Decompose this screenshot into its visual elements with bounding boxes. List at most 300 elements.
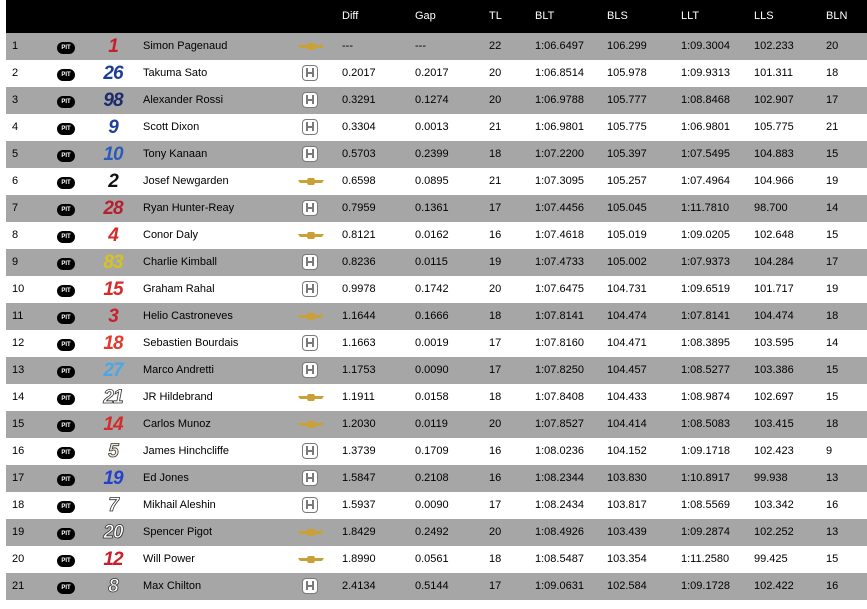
- tl-cell: 16: [489, 229, 502, 241]
- gap-cell: 0.2108: [415, 472, 449, 484]
- position-cell: 13: [12, 364, 25, 376]
- llt-cell: 1:09.0205: [681, 229, 730, 241]
- table-row[interactable]: [6, 276, 867, 303]
- lls-cell: 103.386: [754, 364, 794, 376]
- pit-badge-icon: PIT: [57, 177, 75, 189]
- bln-cell: 16: [826, 580, 839, 592]
- car-number: 10: [103, 144, 123, 165]
- position-cell: 6: [12, 175, 19, 187]
- pit-badge-icon: PIT: [57, 528, 75, 540]
- car-number: 14: [103, 414, 123, 435]
- llt-cell: 1:08.3895: [681, 337, 730, 349]
- position-cell: 21: [12, 580, 25, 592]
- car-number: 3: [108, 306, 118, 327]
- driver-name[interactable]: Ed Jones: [143, 472, 189, 484]
- timing-scoreboard: [6, 0, 867, 600]
- bls-cell: 104.457: [607, 364, 647, 376]
- llt-cell: 1:09.6519: [681, 283, 730, 295]
- pit-badge-icon: PIT: [57, 447, 75, 459]
- car-number: 28: [103, 198, 123, 219]
- gap-cell: 0.0158: [415, 391, 449, 403]
- llt-cell: 1:09.1718: [681, 445, 730, 457]
- driver-name[interactable]: Takuma Sato: [143, 67, 208, 79]
- car-number: 5: [108, 441, 118, 462]
- llt-cell: 1:07.5495: [681, 148, 730, 160]
- honda-logo: [302, 578, 318, 594]
- header-bln[interactable]: BLN: [826, 10, 848, 22]
- diff-cell: 0.7959: [342, 202, 376, 214]
- driver-name[interactable]: Scott Dixon: [143, 121, 200, 133]
- gap-cell: 0.0895: [415, 175, 449, 187]
- table-row[interactable]: [6, 465, 867, 492]
- position-cell: 19: [12, 526, 25, 538]
- tl-cell: 21: [489, 175, 502, 187]
- lls-cell: 103.595: [754, 337, 794, 349]
- llt-cell: 1:08.5277: [681, 364, 730, 376]
- position-cell: 18: [12, 499, 25, 511]
- lls-cell: 99.425: [754, 553, 788, 565]
- diff-cell: 1.5847: [342, 472, 376, 484]
- blt-cell: 1:07.8160: [535, 337, 584, 349]
- gap-cell: 0.0162: [415, 229, 449, 241]
- table-row[interactable]: [6, 357, 867, 384]
- llt-cell: 1:08.5083: [681, 418, 730, 430]
- honda-icon: [296, 470, 326, 487]
- gap-cell: 0.0090: [415, 364, 449, 376]
- lls-cell: 101.311: [754, 67, 793, 79]
- bls-cell: 104.152: [607, 445, 647, 457]
- bln-cell: 15: [826, 391, 839, 403]
- llt-cell: 1:09.9313: [681, 67, 730, 79]
- bls-cell: 105.002: [607, 256, 647, 268]
- table-row[interactable]: [6, 303, 867, 330]
- diff-cell: 0.9978: [342, 283, 376, 295]
- gap-cell: 0.1361: [415, 202, 449, 214]
- pit-status: [57, 337, 75, 351]
- pit-badge-icon: PIT: [57, 204, 75, 216]
- lls-cell: 98.700: [754, 202, 788, 214]
- diff-cell: 1.8429: [342, 526, 376, 538]
- pit-status: [57, 94, 75, 108]
- gap-cell: 0.1666: [415, 310, 449, 322]
- bls-cell: 105.019: [607, 229, 647, 241]
- honda-icon: [296, 578, 326, 595]
- car-number: 21: [103, 387, 123, 408]
- blt-cell: 1:08.4926: [535, 526, 584, 538]
- driver-name[interactable]: JR Hildebrand: [143, 391, 213, 403]
- car-number: 83: [103, 252, 123, 273]
- diff-cell: 1.3739: [342, 445, 376, 457]
- blt-cell: 1:07.8408: [535, 391, 584, 403]
- tl-cell: 19: [489, 256, 502, 268]
- bln-cell: 20: [826, 40, 839, 52]
- table-row[interactable]: [6, 330, 867, 357]
- bln-cell: 19: [826, 175, 839, 187]
- lls-cell: 102.422: [754, 580, 794, 592]
- tl-cell: 20: [489, 526, 502, 538]
- diff-cell: 0.3291: [342, 94, 376, 106]
- car-number: 2: [108, 171, 118, 192]
- driver-name[interactable]: Graham Rahal: [143, 283, 215, 295]
- tl-cell: 17: [489, 499, 502, 511]
- lls-cell: 104.966: [754, 175, 794, 187]
- pit-status: [57, 310, 75, 324]
- bls-cell: 105.397: [607, 148, 647, 160]
- table-row[interactable]: [6, 60, 867, 87]
- llt-cell: 1:07.9373: [681, 256, 730, 268]
- bls-cell: 106.299: [607, 40, 647, 52]
- position-cell: 3: [12, 94, 19, 106]
- pit-status: [57, 418, 75, 432]
- pit-status: [57, 148, 75, 162]
- driver-name[interactable]: Tony Kanaan: [143, 148, 208, 160]
- pit-status: [57, 67, 75, 81]
- honda-icon: [296, 119, 326, 136]
- pit-badge-icon: PIT: [57, 393, 75, 405]
- diff-cell: 1.5937: [342, 499, 376, 511]
- honda-logo: [302, 362, 318, 378]
- car-number: 19: [103, 468, 123, 489]
- llt-cell: 1:08.5569: [681, 499, 730, 511]
- position-cell: 17: [12, 472, 25, 484]
- blt-cell: 1:08.2434: [535, 499, 584, 511]
- gap-cell: 0.1274: [415, 94, 449, 106]
- honda-icon: [296, 362, 326, 379]
- honda-logo: [302, 281, 318, 297]
- tl-cell: 20: [489, 283, 502, 295]
- pit-badge-icon: PIT: [57, 555, 75, 567]
- chevrolet-icon: [296, 551, 326, 568]
- driver-name[interactable]: Will Power: [143, 553, 195, 565]
- standings-list: [6, 33, 867, 600]
- diff-cell: 1.8990: [342, 553, 376, 565]
- car-number: 12: [103, 549, 123, 570]
- diff-cell: 2.4134: [342, 580, 376, 592]
- bls-cell: 104.471: [607, 337, 647, 349]
- pit-status: [57, 202, 75, 216]
- table-row[interactable]: [6, 168, 867, 195]
- driver-name[interactable]: Simon Pagenaud: [143, 40, 228, 52]
- honda-icon: [296, 92, 326, 109]
- diff-cell: 1.1644: [342, 310, 376, 322]
- lls-cell: 102.697: [754, 391, 794, 403]
- gap-cell: 0.1709: [415, 445, 449, 457]
- bls-cell: 103.817: [607, 499, 647, 511]
- bln-cell: 18: [826, 418, 839, 430]
- table-row[interactable]: [6, 33, 867, 60]
- pit-badge-icon: PIT: [57, 258, 75, 270]
- table-row[interactable]: [6, 141, 867, 168]
- tl-cell: 21: [489, 121, 502, 133]
- honda-logo: [302, 92, 318, 108]
- car-number: 98: [103, 90, 123, 111]
- pit-badge-icon: PIT: [57, 69, 75, 81]
- tl-cell: 22: [489, 40, 502, 52]
- chevrolet-bowtie: [298, 178, 324, 185]
- pit-badge-icon: PIT: [57, 582, 75, 594]
- position-cell: 8: [12, 229, 19, 241]
- driver-name[interactable]: Marco Andretti: [143, 364, 214, 376]
- llt-cell: 1:06.9801: [681, 121, 730, 133]
- chevrolet-icon: [296, 389, 326, 406]
- position-cell: 10: [12, 283, 25, 295]
- tl-cell: 20: [489, 418, 502, 430]
- blt-cell: 1:08.0236: [535, 445, 584, 457]
- bln-cell: 13: [826, 472, 839, 484]
- driver-name[interactable]: Helio Castroneves: [143, 310, 233, 322]
- tl-cell: 16: [489, 472, 502, 484]
- bln-cell: 15: [826, 229, 839, 241]
- llt-cell: 1:11.2580: [681, 553, 730, 565]
- honda-logo: [302, 443, 318, 459]
- llt-cell: 1:09.2874: [681, 526, 730, 538]
- pit-badge-icon: PIT: [57, 96, 75, 108]
- tl-cell: 18: [489, 553, 502, 565]
- position-cell: 7: [12, 202, 19, 214]
- bls-cell: 105.257: [607, 175, 647, 187]
- blt-cell: 1:07.8527: [535, 418, 584, 430]
- bls-cell: 102.584: [607, 580, 647, 592]
- header-bls[interactable]: BLS: [607, 10, 628, 22]
- header-gap[interactable]: Gap: [415, 10, 436, 22]
- honda-logo: [302, 146, 318, 162]
- car-number: 18: [103, 333, 123, 354]
- honda-logo: [302, 200, 318, 216]
- driver-name[interactable]: Spencer Pigot: [143, 526, 213, 538]
- position-cell: 4: [12, 121, 19, 133]
- position-cell: 2: [12, 67, 19, 79]
- honda-logo: [302, 497, 318, 513]
- driver-name[interactable]: Alexander Rossi: [143, 94, 224, 106]
- gap-cell: 0.0119: [415, 418, 448, 430]
- llt-cell: 1:09.1728: [681, 580, 730, 592]
- position-cell: 9: [12, 256, 19, 268]
- chevrolet-icon: [296, 308, 326, 325]
- diff-cell: 0.3304: [342, 121, 376, 133]
- lls-cell: 104.284: [754, 256, 794, 268]
- table-row[interactable]: [6, 114, 867, 141]
- bls-cell: 104.433: [607, 391, 647, 403]
- pit-badge-icon: PIT: [57, 366, 75, 378]
- pit-status: [57, 580, 75, 594]
- driver-name[interactable]: Conor Daly: [143, 229, 199, 241]
- table-row[interactable]: [6, 519, 867, 546]
- position-cell: 12: [12, 337, 25, 349]
- tl-cell: 18: [489, 148, 502, 160]
- pit-status: [57, 283, 75, 297]
- pit-badge-icon: PIT: [57, 42, 75, 54]
- chevrolet-bowtie: [298, 556, 324, 563]
- pit-badge-icon: PIT: [57, 312, 75, 324]
- pit-status: [57, 445, 75, 459]
- gap-cell: ---: [415, 40, 426, 52]
- pit-status: [57, 526, 75, 540]
- tl-cell: 16: [489, 445, 502, 457]
- car-number: 1: [108, 36, 118, 57]
- blt-cell: 1:06.6497: [535, 40, 584, 52]
- tl-cell: 17: [489, 202, 502, 214]
- honda-logo: [302, 119, 318, 135]
- driver-name[interactable]: Josef Newgarden: [143, 175, 229, 187]
- table-row[interactable]: [6, 195, 867, 222]
- pit-badge-icon: PIT: [57, 420, 75, 432]
- car-number: 20: [103, 522, 123, 543]
- chevrolet-icon: [296, 524, 326, 541]
- pit-status: [57, 472, 75, 486]
- table-row[interactable]: [6, 222, 867, 249]
- header-llt[interactable]: LLT: [681, 10, 700, 22]
- blt-cell: 1:07.8250: [535, 364, 584, 376]
- bln-cell: 19: [826, 283, 839, 295]
- lls-cell: 104.883: [754, 148, 794, 160]
- bln-cell: 15: [826, 364, 839, 376]
- honda-logo: [302, 254, 318, 270]
- header-diff[interactable]: Diff: [342, 10, 359, 22]
- driver-name[interactable]: Ryan Hunter-Reay: [143, 202, 235, 214]
- blt-cell: 1:07.6475: [535, 283, 584, 295]
- chevrolet-bowtie: [298, 232, 324, 239]
- honda-logo: [302, 335, 318, 351]
- car-number: 8: [108, 576, 118, 597]
- driver-name[interactable]: Sebastien Bourdais: [143, 337, 239, 349]
- bln-cell: 9: [826, 445, 833, 457]
- llt-cell: 1:08.9874: [681, 391, 730, 403]
- bls-cell: 105.777: [607, 94, 647, 106]
- chevrolet-bowtie: [298, 313, 324, 320]
- lls-cell: 102.423: [754, 445, 794, 457]
- honda-icon: [296, 281, 326, 298]
- honda-icon: [296, 254, 326, 271]
- position-cell: 16: [12, 445, 25, 457]
- blt-cell: 1:08.5487: [535, 553, 584, 565]
- position-cell: 20: [12, 553, 25, 565]
- bls-cell: 105.978: [607, 67, 647, 79]
- lls-cell: 105.775: [754, 121, 794, 133]
- diff-cell: 1.1911: [342, 391, 375, 403]
- bls-cell: 104.731: [607, 283, 647, 295]
- pit-badge-icon: PIT: [57, 123, 75, 135]
- table-row[interactable]: [6, 249, 867, 276]
- chevrolet-bowtie: [298, 421, 324, 428]
- honda-logo: [302, 65, 318, 81]
- blt-cell: 1:07.8141: [535, 310, 584, 322]
- diff-cell: 1.1753: [342, 364, 376, 376]
- gap-cell: 0.0019: [415, 337, 449, 349]
- bls-cell: 105.045: [607, 202, 647, 214]
- lls-cell: 103.342: [754, 499, 794, 511]
- honda-icon: [296, 443, 326, 460]
- bls-cell: 103.830: [607, 472, 647, 484]
- bln-cell: 14: [826, 202, 839, 214]
- diff-cell: 1.2030: [342, 418, 376, 430]
- table-row[interactable]: [6, 384, 867, 411]
- pit-badge-icon: PIT: [57, 150, 75, 162]
- honda-icon: [296, 146, 326, 163]
- bls-cell: 103.354: [607, 553, 647, 565]
- table-row[interactable]: [6, 546, 867, 573]
- position-cell: 5: [12, 148, 19, 160]
- gap-cell: 0.0115: [415, 256, 448, 268]
- driver-name[interactable]: James Hinchcliffe: [143, 445, 229, 457]
- pit-status: [57, 229, 75, 243]
- table-row[interactable]: [6, 411, 867, 438]
- driver-name[interactable]: Carlos Munoz: [143, 418, 211, 430]
- lls-cell: 102.252: [754, 526, 794, 538]
- tl-cell: 18: [489, 310, 502, 322]
- tl-cell: 20: [489, 67, 502, 79]
- pit-badge-icon: PIT: [57, 339, 75, 351]
- chevrolet-icon: [296, 173, 326, 190]
- lls-cell: 102.907: [754, 94, 794, 106]
- driver-name[interactable]: Charlie Kimball: [143, 256, 217, 268]
- chevrolet-bowtie: [298, 394, 324, 401]
- diff-cell: 0.2017: [342, 67, 376, 79]
- pit-badge-icon: PIT: [57, 501, 75, 513]
- position-cell: 11: [12, 310, 24, 322]
- car-number: 7: [108, 495, 118, 516]
- lls-cell: 102.648: [754, 229, 794, 241]
- bls-cell: 105.775: [607, 121, 647, 133]
- gap-cell: 0.0090: [415, 499, 449, 511]
- table-row[interactable]: [6, 87, 867, 114]
- pit-status: [57, 175, 75, 189]
- diff-cell: 0.5703: [342, 148, 376, 160]
- gap-cell: 0.2399: [415, 148, 449, 160]
- driver-name[interactable]: Max Chilton: [143, 580, 202, 592]
- gap-cell: 0.1742: [415, 283, 449, 295]
- honda-icon: [296, 497, 326, 514]
- header-tl[interactable]: TL: [489, 10, 502, 22]
- header-lls[interactable]: LLS: [754, 10, 774, 22]
- header-blt[interactable]: BLT: [535, 10, 555, 22]
- bln-cell: 18: [826, 310, 839, 322]
- honda-logo: [302, 470, 318, 486]
- car-number: 27: [103, 360, 123, 381]
- blt-cell: 1:06.8514: [535, 67, 584, 79]
- bln-cell: 17: [826, 94, 839, 106]
- pit-status: [57, 553, 75, 567]
- table-row[interactable]: [6, 438, 867, 465]
- diff-cell: ---: [342, 40, 353, 52]
- car-number: 9: [108, 117, 118, 138]
- table-row[interactable]: [6, 573, 867, 600]
- blt-cell: 1:07.4618: [535, 229, 584, 241]
- chevrolet-bowtie: [298, 529, 324, 536]
- driver-name[interactable]: Mikhail Aleshin: [143, 499, 216, 511]
- column-header-row: [6, 0, 867, 33]
- pit-status: [57, 364, 75, 378]
- honda-icon: [296, 335, 326, 352]
- tl-cell: 17: [489, 337, 502, 349]
- table-row[interactable]: [6, 492, 867, 519]
- lls-cell: 104.474: [754, 310, 794, 322]
- lls-cell: 103.415: [754, 418, 794, 430]
- blt-cell: 1:07.3095: [535, 175, 584, 187]
- diff-cell: 0.8121: [342, 229, 376, 241]
- gap-cell: 0.5144: [415, 580, 449, 592]
- bls-cell: 103.439: [607, 526, 647, 538]
- llt-cell: 1:07.8141: [681, 310, 730, 322]
- gap-cell: 0.0013: [415, 121, 449, 133]
- pit-status: [57, 391, 75, 405]
- tl-cell: 17: [489, 580, 502, 592]
- chevrolet-icon: [296, 38, 326, 55]
- lls-cell: 102.233: [754, 40, 794, 52]
- pit-status: [57, 499, 75, 513]
- blt-cell: 1:06.9788: [535, 94, 584, 106]
- chevrolet-icon: [296, 227, 326, 244]
- bln-cell: 14: [826, 337, 839, 349]
